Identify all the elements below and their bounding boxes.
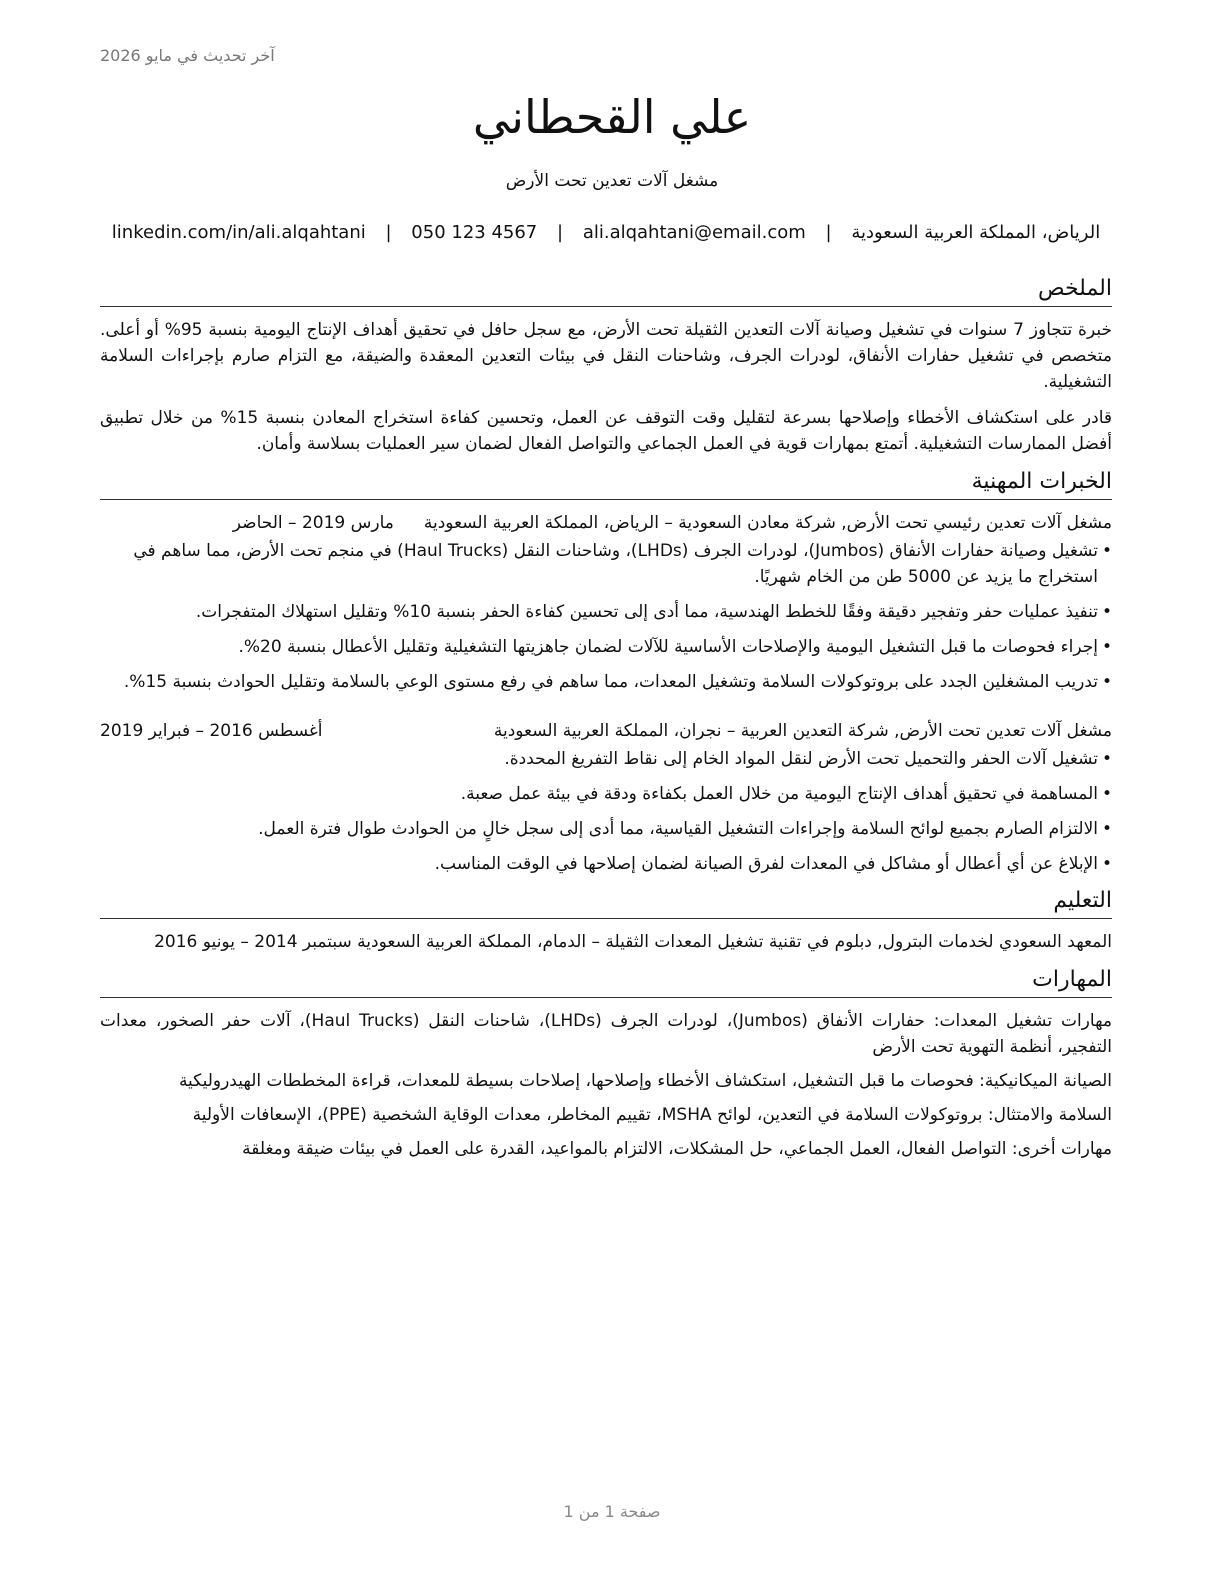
bullet-glyph: •: [1101, 819, 1112, 839]
resume-content: [100, 274, 1112, 1170]
page-number: صفحة 1 من 1: [563, 1502, 661, 1521]
job-dates: أغسطس 2016 – فبراير 2019: [100, 721, 323, 741]
list-item: [100, 538, 1112, 590]
education-heading: التعليم: [100, 886, 1112, 919]
list-item: [100, 781, 1112, 807]
job-role: مشغل آلات تعدين رئيسي تحت الأرض, شركة معادن السعودية – الرياض، المملكة العربية السعودية: [423, 513, 1112, 533]
skill-line: مهارات تشغيل المعدات: حفارات الأنفاق (Jumbos)، لودرات الجرف (LHDs)، شاحنات النقل (Haul Trucks)، آلات حفر الصخور، معدات التفجير، أنظمة التهوية تحت الأرض: [100, 1011, 1113, 1057]
separator: |: [825, 222, 832, 243]
list-item: [100, 816, 1112, 842]
job-header: [100, 510, 1112, 536]
education-entry: [100, 929, 1112, 955]
experience-heading: الخبرات المهنية: [100, 467, 1112, 500]
bullet-glyph: •: [1101, 672, 1112, 692]
separator: |: [557, 222, 564, 243]
bullet-glyph: •: [1101, 749, 1112, 769]
contact-line: [100, 222, 1112, 243]
list-item: [100, 599, 1112, 625]
summary-paragraph: خبرة تتجاوز 7 سنوات في تشغيل وصيانة آلات التعدين الثقيلة تحت الأرض، مع سجل حافل في تحقيق أهداف الإنتاج اليومية بنسبة 95% أو أعلى. متخصص في تشغيل حفارات الأنفاق، لودرات الجرف، وشاحنات النقل في بيئات التعدين المعقدة والضيقة، مع التزام صارم بإجراءات السلامة التشغيلية.: [100, 320, 1112, 392]
separator: |: [385, 222, 392, 243]
list-item: [100, 746, 1112, 772]
bullet-text: إجراء فحوصات ما قبل التشغيل اليومية والإصلاحات الأساسية للآلات لضمان جاهزيتها التشغيلية وتقليل الأعطال بنسبة 20%.: [238, 637, 1098, 657]
phone-number: 050 123 4567: [411, 222, 538, 243]
bullet-text: تشغيل آلات الحفر والتحميل تحت الأرض لنقل المواد الخام إلى نقاط التفريغ المحددة.: [504, 749, 1098, 769]
job-role: مشغل آلات تعدين تحت الأرض, شركة التعدين العربية – نجران، المملكة العربية السعودية: [493, 721, 1112, 741]
summary-paragraph: قادر على استكشاف الأخطاء وإصلاحها بسرعة لتقليل وقت التوقف عن العمل، وتحسين كفاءة استخراج المعادن بنسبة 15% من خلال تطبيق أفضل الممارسات التشغيلية. أتمتع بمهارات قوية في العمل الجماعي والتواصل الفعال لضمان سير العمليات بسلاسة وأمان.: [100, 408, 1112, 454]
bullet-glyph: •: [1101, 784, 1112, 804]
job-header: [100, 718, 1112, 744]
list-item: [100, 634, 1112, 660]
candidate-name: علي القحطاني: [472, 90, 752, 144]
email-link[interactable]: ali.alqahtani@email.com: [582, 222, 806, 243]
bullet-text: تنفيذ عمليات حفر وتفجير دقيقة وفقًا للخطط الهندسية، مما أدى إلى تحسين كفاءة الحفر بنسبة 10% وتقليل استهلاك المتفجرات.: [195, 602, 1098, 622]
job-bullets: [100, 538, 1112, 695]
bullet-glyph: •: [1101, 541, 1112, 561]
bullet-text: الالتزام الصارم بجميع لوائح السلامة وإجراءات التشغيل القياسية، مما أدى إلى سجل خالٍ من الحوادث طوال فترة العمل.: [258, 819, 1098, 839]
skill-line: مهارات أخرى: التواصل الفعال، العمل الجماعي، حل المشكلات، الالتزام بالمواعيد، القدرة على العمل في بيئات ضيقة ومغلقة: [242, 1139, 1112, 1159]
list-item: [100, 851, 1112, 877]
bullet-text: الإبلاغ عن أي أعطال أو مشاكل في المعدات لفرق الصيانة لضمان إصلاحها في الوقت المناسب.: [434, 854, 1098, 874]
bullet-text: تشغيل وصيانة حفارات الأنفاق (Jumbos)، لودرات الجرف (LHDs)، وشاحنات النقل (Haul Trucks) في منجم تحت الأرض، مما ساهم في استخراج ما يزيد عن 5000 طن من الخام شهريًا.: [133, 541, 1098, 587]
education-institution: المعهد السعودي لخدمات البترول, دبلوم في تقنية تشغيل المعدات الثقيلة – الدمام، المملكة العربية السعودية: [357, 932, 1112, 952]
bullet-glyph: •: [1101, 602, 1112, 622]
bullet-glyph: •: [1101, 637, 1112, 657]
list-item: [100, 669, 1112, 695]
location: الرياض، المملكة العربية السعودية: [851, 222, 1101, 243]
job-title: مشغل آلات تعدين تحت الأرض: [505, 171, 719, 191]
bullet-text: تدريب المشغلين الجدد على بروتوكولات السلامة وتشغيل المعدات، مما ساهم في رفع مستوى الوعي بالسلامة وتقليل الحوادث بنسبة 15%.: [123, 672, 1098, 692]
skill-line: السلامة والامتثال: بروتوكولات السلامة في التعدين، لوائح MSHA، تقييم المخاطر، معدات الوقاية الشخصية (PPE)، الإسعافات الأولية: [192, 1105, 1112, 1125]
linkedin-link[interactable]: linkedin.com/in/ali.alqahtani: [111, 222, 366, 243]
summary-heading: الملخص: [100, 274, 1112, 307]
skill-line: الصيانة الميكانيكية: فحوصات ما قبل التشغيل، استكشاف الأخطاء وإصلاحها، إصلاحات بسيطة للمعدات، قراءة المخططات الهيدروليكية: [178, 1071, 1112, 1091]
job-bullets: [100, 746, 1112, 877]
bullet-glyph: •: [1101, 854, 1112, 874]
last-updated: آخر تحديث في مايو 2026: [100, 46, 275, 65]
bullet-text: المساهمة في تحقيق أهداف الإنتاج اليومية من خلال العمل بكفاءة ودقة في بيئة عمل صعبة.: [460, 784, 1098, 804]
education-dates: سبتمبر 2014 – يونيو 2016: [154, 932, 352, 952]
job-dates: مارس 2019 – الحاضر: [232, 513, 394, 533]
skills-heading: المهارات: [100, 965, 1112, 998]
